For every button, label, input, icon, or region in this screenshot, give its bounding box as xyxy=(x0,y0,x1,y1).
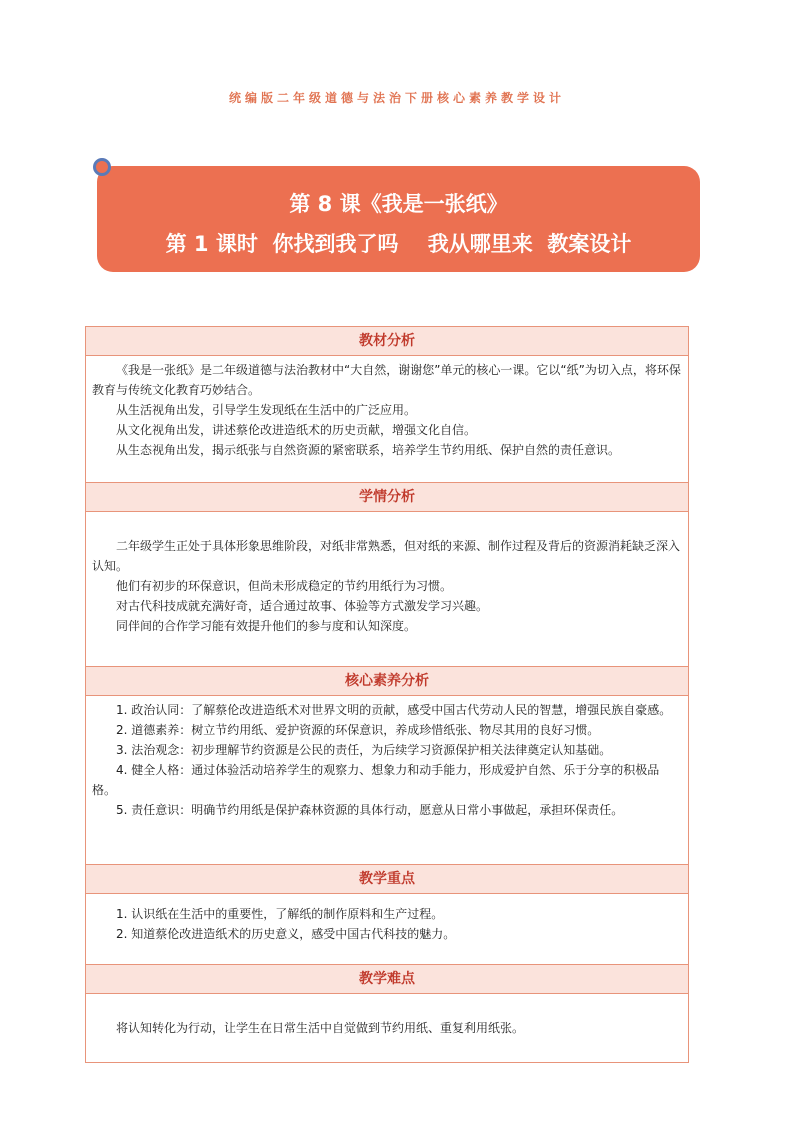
decorative-dot-icon xyxy=(93,158,111,176)
paragraph: 2. 知道蔡伦改进造纸术的历史意义，感受中国古代科技的魅力。 xyxy=(116,927,456,941)
lesson-title: 第 8 课《我是一张纸》 xyxy=(289,192,508,216)
paragraph: 5. 责任意识：明确节约用纸是保护森林资源的具体行动，愿意从日常小事做起，承担环保责任。 xyxy=(116,803,624,817)
paragraph: 将认知转化为行动，让学生在日常生活中自觉做到节约用纸、重复利用纸张。 xyxy=(116,1021,525,1035)
page-header: 统编版二年级道德与法治下册核心素养教学设计 xyxy=(228,91,565,105)
lesson-table xyxy=(85,326,689,1063)
section-body-competency xyxy=(86,696,688,865)
paragraph: 从生态视角出发，揭示纸张与自然资源的紧密联系，培养学生节约用纸、保护自然的责任意识。 xyxy=(116,443,621,457)
section-body-key-points xyxy=(86,894,688,965)
paragraph: 1. 政治认同：了解蔡伦改进造纸术对世界文明的贡献，感受中国古代劳动人民的智慧，增强民族自豪感。 xyxy=(116,703,672,717)
paragraph: 《我是一张纸》是二年级道德与法治教材中“大自然，谢谢您”单元的核心一课。它以“纸”为切入点，将环保教育与传统文化教育巧妙结合。 xyxy=(92,363,681,397)
paragraph: 1. 认识纸在生活中的重要性，了解纸的制作原料和生产过程。 xyxy=(116,907,444,921)
paragraph: 从文化视角出发，讲述蔡伦改进造纸术的历史贡献，增强文化自信。 xyxy=(116,423,477,437)
paragraph: 同伴间的合作学习能有效提升他们的参与度和认知深度。 xyxy=(116,619,417,633)
paragraph: 4. 健全人格：通过体验活动培养学生的观察力、想象力和动手能力，形成爱护自然、乐于分享的积极品格。 xyxy=(92,763,660,797)
section-heading-difficulties: 教学难点 xyxy=(86,965,688,994)
section-body-students xyxy=(86,512,688,667)
section-heading-textbook: 教材分析 xyxy=(86,327,688,356)
paragraph: 从生活视角出发，引导学生发现纸在生活中的广泛应用。 xyxy=(116,403,417,417)
paragraph: 二年级学生正处于具体形象思维阶段，对纸非常熟悉，但对纸的来源、制作过程及背后的资源消耗缺乏深入认知。 xyxy=(92,539,681,573)
section-body-difficulties xyxy=(86,994,688,1062)
paragraph: 2. 道德素养：树立节约用纸、爱护资源的环保意识，养成珍惜纸张、物尽其用的良好习惯。 xyxy=(116,723,600,737)
section-heading-students: 学情分析 xyxy=(86,483,688,512)
paragraph: 他们有初步的环保意识，但尚未形成稳定的节约用纸行为习惯。 xyxy=(116,579,453,593)
title-banner xyxy=(97,166,700,272)
section-heading-competency: 核心素养分析 xyxy=(86,667,688,696)
lesson-subtitle: 第 1 课时 你找到我了吗 我从哪里来 教案设计 xyxy=(165,232,632,256)
section-heading-key-points: 教学重点 xyxy=(86,865,688,894)
paragraph: 3. 法治观念：初步理解节约资源是公民的责任，为后续学习资源保护相关法律奠定认知基础。 xyxy=(116,743,612,757)
paragraph: 对古代科技成就充满好奇，适合通过故事、体验等方式激发学习兴趣。 xyxy=(116,599,489,613)
section-body-textbook xyxy=(86,356,688,483)
